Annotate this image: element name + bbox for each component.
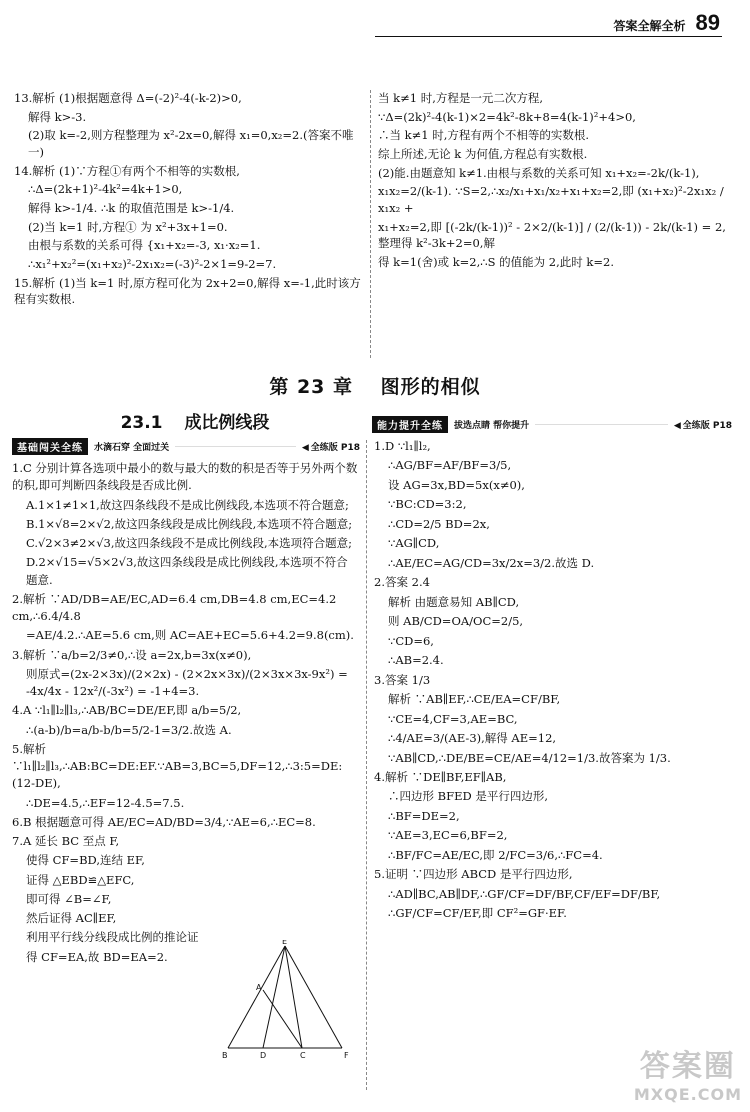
triangle-figure (218, 940, 358, 1063)
label-e: E (282, 940, 288, 946)
answer-line: 5.解析 ∵l₁∥l₂∥l₃,∴AB:BC=DE:EF.∵AB=3,BC=5,DF=12,∴3:5=DE:(12-DE), (12, 741, 343, 791)
label-b: B (222, 1051, 228, 1060)
answer-line: ∴AE/EC=AG/CD=3x/2x=3/2.故选 D. (388, 555, 595, 570)
answer-line: 则原式=(2x-2×3x)/(2×2x) - (2×2x×3x)/(2×3x×3x-9x²) = -4x/4x - 12x²/(-3x²) = -1+4=3. (26, 666, 348, 698)
answer-line: ∵AE=3,EC=6,BF=2, (388, 828, 508, 843)
answer-line: ∴Δ=(2k+1)²-4k²=4k+1>0, (28, 182, 183, 197)
answer-line: ∵AB∥CD,∴DE/BE=CE/AE=4/12=1/3.故答案为 1/3. (388, 750, 671, 765)
answer-line: ∵BC:CD=3:2, (388, 497, 467, 512)
answer-line: 4.解析 ∵DE∥BF,EF∥AB, (374, 769, 507, 784)
answer-line: ∵Δ=(2k)²-4(k-1)×2=4k²-8k+8=4(k-1)²+4>0, (378, 109, 636, 124)
answer-line: 解析 ∵AB∥EF,∴CE/EA=CF/BF, (388, 692, 561, 707)
watermark (634, 1041, 742, 1104)
band-rule (535, 424, 668, 425)
advanced-practice-tag: 能力提升全练 (372, 416, 448, 433)
watermark-url: MXQE.COM (633, 1085, 742, 1104)
answer-line: 1.C 分别计算各选项中最小的数与最大的数的积是否等于另外两个数的积,即可判断四条线段是否成比例. (12, 461, 358, 493)
section-name: 成比例线段 (184, 413, 270, 433)
answer-line: ∵CE=4,CF=3,AE=BC, (388, 711, 518, 726)
answer-line: 15.解析 (1)当 k=1 时,原方程可化为 2x+2=0,解得 x=-1,此时该方程有实数根. (14, 275, 361, 307)
column-divider (366, 440, 367, 1090)
answer-line: ∴BF=DE=2, (388, 808, 460, 823)
item7-text (12, 833, 212, 966)
top-left-column (14, 90, 362, 310)
answer-line: 2.解析 ∵AD/DB=AE/EC,AD=6.4 cm,DB=4.8 cm,EC=4.2 cm,∴6.4/4.8 (12, 591, 337, 623)
answer-line: 4.A ∵l₁∥l₂∥l₃,∴AB/BC=DE/EF,即 a/b=5/2, (12, 703, 242, 718)
label-f: F (344, 1051, 349, 1060)
chapter-name: 图形的相似 (380, 376, 481, 398)
answer-line: 解得 k>-1/4. ∴k 的取值范围是 k>-1/4. (28, 201, 235, 216)
answer-line: 7.A 延长 BC 至点 F, (12, 834, 120, 848)
advanced-practice-band (372, 416, 732, 432)
basic-practice-band (12, 438, 360, 454)
answer-line: 由根与系数的关系可得 {x₁+x₂=-3, x₁·x₂=1. (28, 238, 261, 253)
header-rule (375, 36, 722, 37)
answer-line: ∴x₁²+x₂²=(x₁+x₂)²-2x₁x₂=(-3)²-2×1=9-2=7. (28, 257, 277, 272)
answer-line: D.2×√15=√5×2√3,故这四条线段是成比例线段,本选项不符合题意. (26, 555, 348, 587)
answer-line: 综上所述,无论 k 为何值,方程总有实数根. (378, 147, 588, 162)
answer-line: ∴DE=4.5,∴EF=12-4.5=7.5. (26, 795, 185, 810)
answer-line: 得 CF=EA,故 BD=EA=2. (26, 949, 168, 964)
answer-line: ∴AB=2.4. (388, 653, 444, 668)
page-header (614, 6, 721, 34)
answer-line: 13.解析 (1)根据题意得 Δ=(-2)²-4(-k-2)>0, (14, 91, 242, 105)
basic-practice-tag: 基础闯关全练 (12, 438, 88, 455)
answer-line: ∴四边形 BFED 是平行四边形, (388, 789, 549, 804)
header-label: 答案全解全析 (613, 19, 686, 33)
label-c: C (300, 1051, 306, 1060)
chapter-number: 第 23 章 (269, 376, 354, 398)
answer-line: 5.证明 ∵四边形 ABCD 是平行四边形, (374, 867, 573, 882)
answer-line: ∴AD∥BC,AB∥DF,∴GF/CF=DF/BF,CF/EF=DF/BF, (388, 886, 661, 901)
label-d: D (260, 1051, 267, 1060)
band-rule (175, 446, 296, 447)
left-column (12, 460, 358, 968)
section-number: 23.1 (120, 413, 163, 433)
answer-line: (2)当 k=1 时,方程① 为 x²+3x+1=0. (28, 219, 228, 234)
answer-line: A.1×1≠1×1,故这四条线段不是成比例线段,本选项不符合题意; (26, 497, 349, 512)
answer-line: 解析 由题意易知 AB∥CD, (388, 594, 520, 609)
answer-line: B.1×√8=2×√2,故这四条线段是成比例线段,本选项不符合题意; (26, 516, 353, 531)
answer-line: 得 k=1(舍)或 k=2,∴S 的值能为 2,此时 k=2. (378, 255, 614, 270)
answer-line: =AE/4.2.∴AE=5.6 cm,则 AC=AE+EC=5.6+4.2=9.8(cm). (26, 628, 354, 643)
right-column (374, 438, 732, 925)
answer-line: 解得 k>-3. (28, 109, 87, 124)
answer-line: ∴AG/BF=AF/BF=3/5, (388, 458, 512, 473)
answer-line: 1.D ∵l₁∥l₂, (374, 439, 431, 453)
answer-line: 14.解析 (1)∵方程①有两个不相等的实数根, (14, 163, 240, 178)
watermark-logo-text: 答案圈 (639, 1049, 736, 1084)
answer-line: 即可得 ∠B=∠F, (26, 891, 112, 906)
basic-practice-motto: 水滴石穿 全面过关 (94, 442, 170, 453)
answer-line: x₁+x₂=2,即 [(-2k/(k-1))² - 2×2/(k-1)] / (2/(k-1)) - 2k/(k-1) = 2,整理得 k²-3k+2=0,解 (378, 219, 726, 251)
answer-line: ∴4/AE=3/(AE-3),解得 AE=12, (388, 731, 557, 746)
answer-line: ∵CD=6, (388, 633, 434, 648)
advanced-practice-ref: ◀ 全练版 P18 (674, 418, 732, 431)
answer-line: ∴当 k≠1 时,方程有两个不相等的实数根. (378, 128, 590, 143)
answer-line: ∴GF/CF=CF/EF,即 CF²=GF·EF. (388, 906, 567, 921)
top-right-column (378, 90, 730, 273)
page-number: 89 (695, 10, 720, 35)
answer-line: (2)取 k=-2,则方程整理为 x²-2x=0,解得 x₁=0,x₂=2.(答案不唯一) (28, 128, 354, 160)
geometry-diagram (218, 940, 358, 1060)
answer-line: 2.答案 2.4 (374, 575, 430, 590)
answer-line: 使得 CF=BD,连结 EF, (26, 853, 145, 868)
answer-line: 利用平行线分线段成比例的推论证 (26, 930, 199, 945)
answer-line: 证得 △EBD≌△EFC, (26, 872, 135, 887)
answer-line: 3.解析 ∵a/b=2/3≠0,∴设 a=2x,b=3x(x≠0), (12, 647, 252, 662)
answer-line: ∴(a-b)/b=a/b-b/b=5/2-1=3/2.故选 A. (26, 722, 232, 737)
basic-practice-ref: ◀ 全练版 P18 (302, 440, 360, 453)
section-title (30, 408, 360, 433)
answer-line: x₁x₂=2/(k-1). ∵S=2,∴x₂/x₁+x₁/x₂+x₁+x₂=2,即 (x₁+x₂)²-2x₁x₂ / x₁x₂ + (378, 184, 724, 216)
label-a: A (256, 983, 262, 992)
advanced-practice-motto: 拔选点睛 帮你提升 (454, 420, 530, 431)
answer-line: ∴CD=2/5 BD=2x, (388, 516, 490, 531)
answer-line: 3.答案 1/3 (374, 672, 431, 687)
answer-line: ∵AG∥CD, (388, 536, 440, 551)
answer-line: 6.B 根据题意可得 AE/EC=AD/BD=3/4,∵AE=6,∴EC=8. (12, 814, 316, 829)
answer-line: ∴BF/FC=AE/EC,即 2/FC=3/6,∴FC=4. (388, 847, 603, 862)
answer-line: 然后证得 AC∥EF, (26, 911, 117, 925)
chapter-title (0, 372, 750, 399)
answer-line: (2)能.由题意知 k≠1.由根与系数的关系可知 x₁+x₂=-2k/(k-1), (378, 165, 700, 180)
answer-line: 当 k≠1 时,方程是一元二次方程, (378, 91, 544, 105)
answer-line: 设 AG=3x,BD=5x(x≠0), (388, 477, 525, 492)
column-divider (370, 90, 371, 358)
answer-line: 则 AB/CD=OA/OC=2/5, (388, 614, 524, 629)
answer-line: C.√2×3≠2×√3,故这四条线段不是成比例线段,本选项符合题意; (26, 536, 353, 550)
